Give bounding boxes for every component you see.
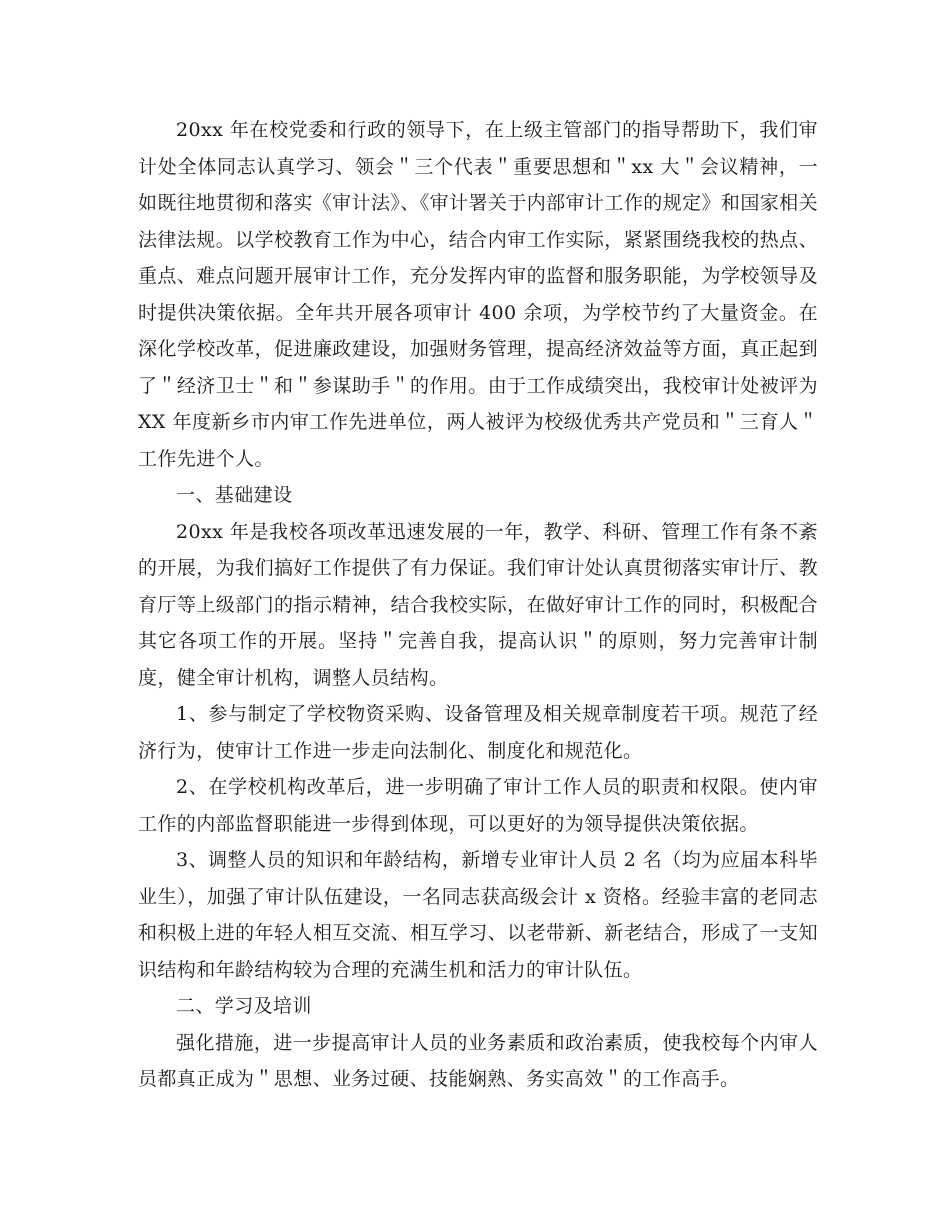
list-item-1: 1、参与制定了学校物资采购、设备管理及相关规章制度若干项。规范了经济行为，使审计工作进一步走向法制化、制度化和规范化。 xyxy=(138,703,818,762)
list-item-3: 3、调整人员的知识和年龄结构，新增专业审计人员 2 名（均为应届本科毕业生），加强了审计队伍建设，一名同志获高级会计 x 资格。经验丰富的老同志和积极上进的年轻人相互交流、相互学习、以老带新、新老结合，形成了一支知识结构和年龄结构较为合理的充满生机和活力的审计队伍。 xyxy=(138,849,818,981)
paragraph-study-training: 强化措施，进一步提高审计人员的业务素质和政治素质，使我校每个内审人员都真正成为＂思想、业务过硬、技能娴熟、务实高效＂的工作高手。 xyxy=(138,1031,818,1090)
list-item-2: 2、在学校机构改革后，进一步明确了审计工作人员的职责和权限。使内审工作的内部监督职能进一步得到体现，可以更好的为领导提供决策依据。 xyxy=(138,776,818,835)
document-body xyxy=(138,112,818,1098)
paragraph-basic-construction: 20xx 年是我校各项改革迅速发展的一年，教学、科研、管理工作有条不紊的开展，为我们搞好工作提供了有力保证。我们审计处认真贯彻落实审计厅、教育厅等上级部门的指示精神，结合我校实际，在做好审计工作的同时，积极配合其它各项工作的开展。坚持＂完善自我，提高认识＂的原则，努力完善审计制度，健全审计机构，调整人员结构。 xyxy=(138,520,818,689)
section-heading-study-training: 二、学习及培训 xyxy=(176,995,312,1017)
section-heading-basic-construction: 一、基础建设 xyxy=(176,484,293,506)
paragraph-intro: 20xx 年在校党委和行政的领导下，在上级主管部门的指导帮助下，我们审计处全体同志认真学习、领会＂三个代表＂重要思想和＂xx 大＂会议精神，一如既往地贯彻和落实《审计法》、《审计署关于内部审计工作的规定》和国家相关法律法规。以学校教育工作为中心，结合内审工作实际，紧紧围绕我校的热点、重点、难点问题开展审计工作，充分发挥内审的监督和服务职能，为学校领导及时提供决策依据。全年共开展各项审计 400 余项，为学校节约了大量资金。在深化学校改革，促进廉政建设，加强财务管理，提高经济效益等方面，真正起到了＂经济卫士＂和＂参谋助手＂的作用。由于工作成绩突出，我校审计处被评为 XX 年度新乡市内审工作先进单位，两人被评为校级优秀共产党员和＂三育人＂工作先进个人。 xyxy=(138,119,818,470)
